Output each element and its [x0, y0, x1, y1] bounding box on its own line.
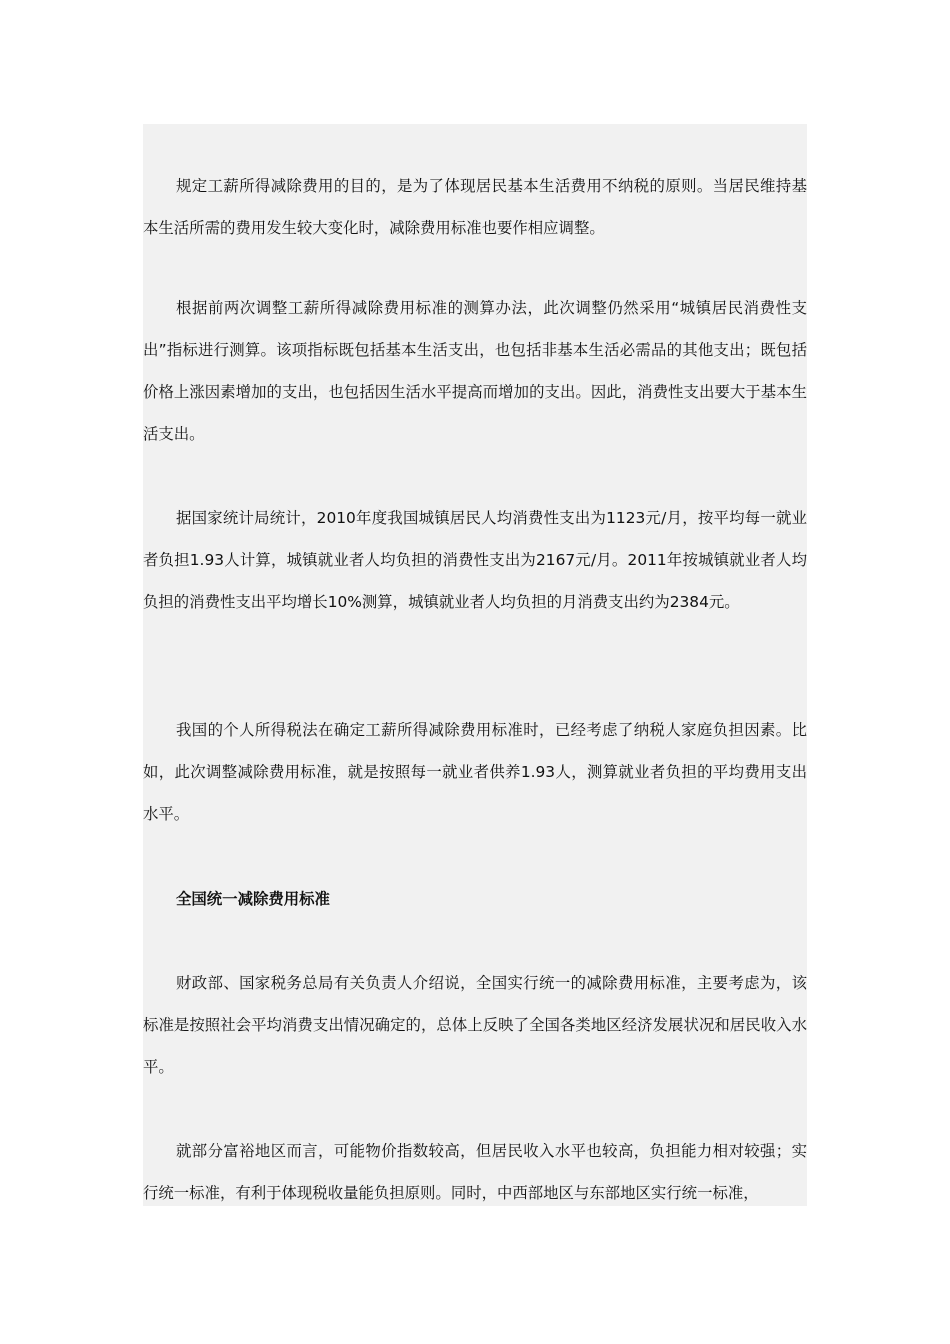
paragraph-unified-standard: 财政部、国家税务总局有关负责人介绍说，全国实行统一的减除费用标准，主要考虑为，该标准是按照社会平均消费支出情况确定的，总体上反映了全国各类地区经济发展状况和居民收入水平。	[143, 974, 807, 1076]
section-heading: 全国统一减除费用标准	[176, 890, 330, 908]
paragraph-statistics: 据国家统计局统计，2010年度我国城镇居民人均消费性支出为1123元/月，按平均每一就业者负担1.93人计算，城镇就业者人均负担的消费性支出为2167元/月。2011年按城镇就业者人均负担的消费性支出平均增长10%测算，城镇就业者人均负担的月消费支出约为2384元。	[143, 509, 807, 611]
document-body	[143, 124, 807, 1206]
paragraph-method: 根据前两次调整工薪所得减除费用标准的测算办法，此次调整仍然采用“城镇居民消费性支出”指标进行测算。该项指标既包括基本生活支出，也包括非基本生活必需品的其他支出；既包括价格上涨因素增加的支出，也包括因生活水平提高而增加的支出。因此，消费性支出要大于基本生活支出。	[143, 299, 807, 443]
paragraph-wealthy-regions: 就部分富裕地区而言，可能物价指数较高，但居民收入水平也较高，负担能力相对较强；实行统一标准，有利于体现税收量能负担原则。同时，中西部地区与东部地区实行统一标准，	[143, 1142, 807, 1202]
paragraph-family-burden: 我国的个人所得税法在确定工薪所得减除费用标准时，已经考虑了纳税人家庭负担因素。比如，此次调整减除费用标准，就是按照每一就业者供养1.93人，测算就业者负担的平均费用支出水平。	[143, 721, 807, 823]
paragraph-purpose: 规定工薪所得减除费用的目的，是为了体现居民基本生活费用不纳税的原则。当居民维持基本生活所需的费用发生较大变化时，减除费用标准也要作相应调整。	[143, 177, 807, 237]
